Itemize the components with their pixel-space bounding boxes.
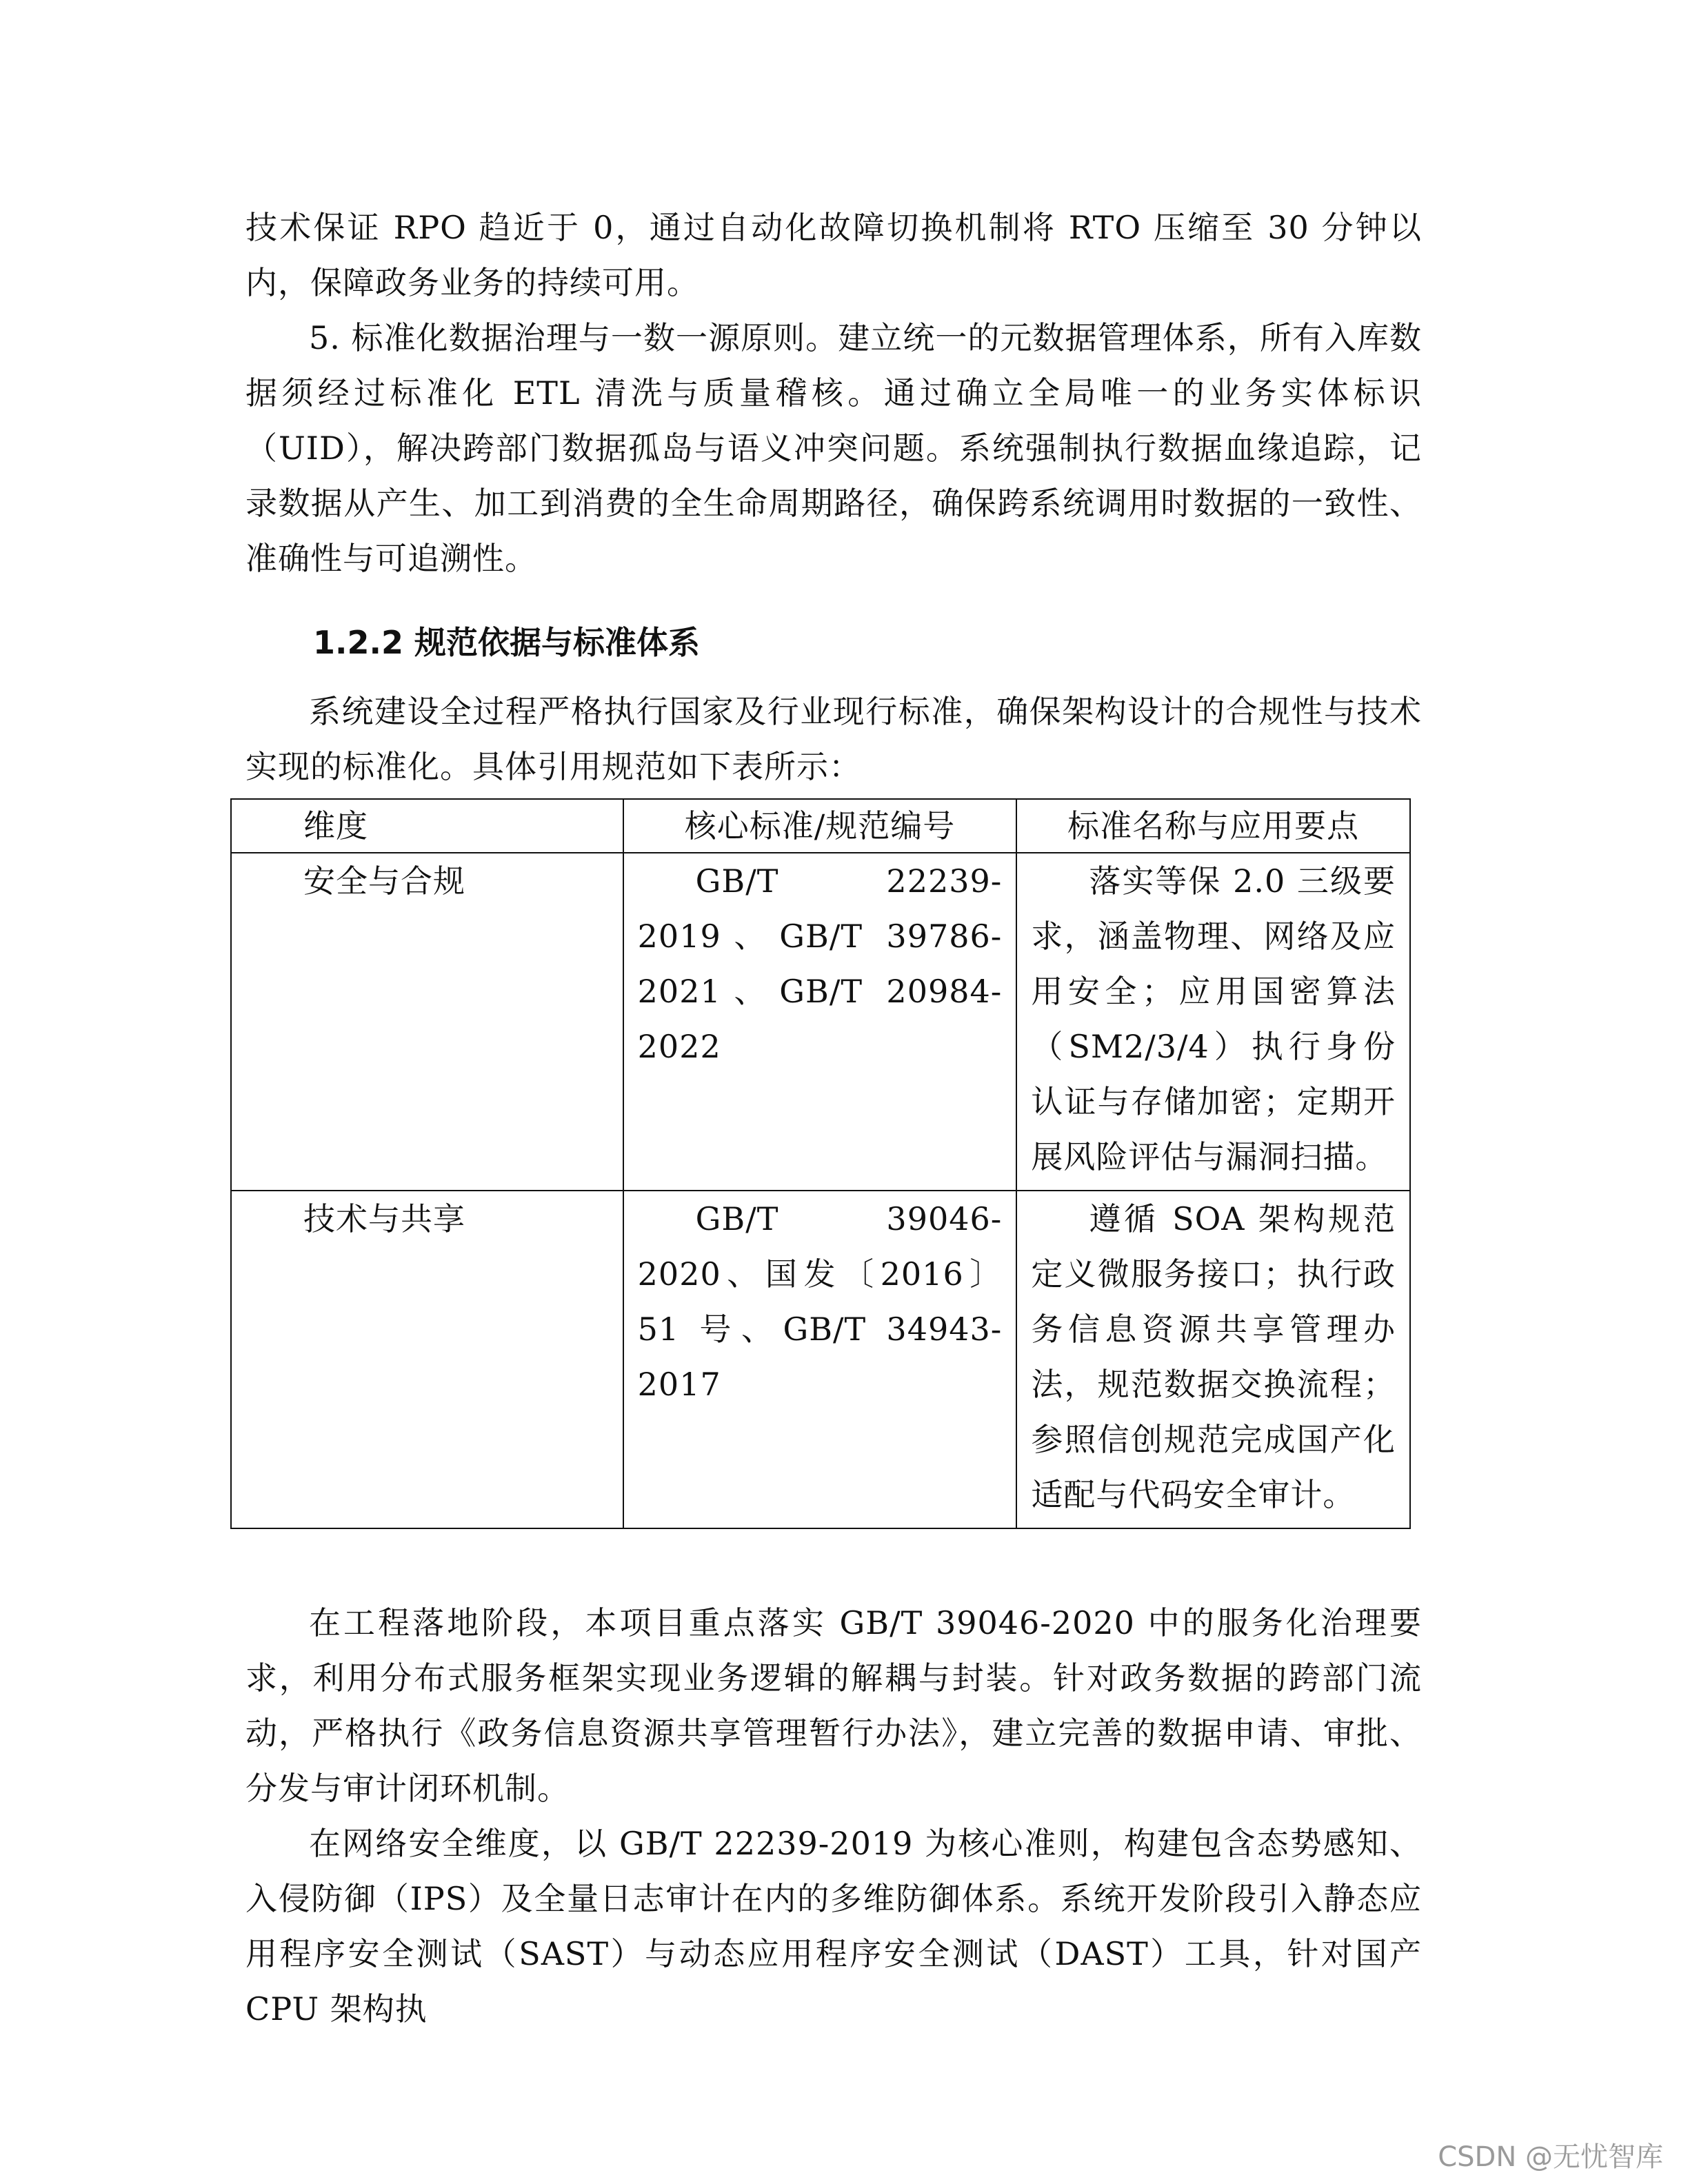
paragraph-engineering: 在工程落地阶段，本项目重点落实 GB/T 39046-2020 中的服务化治理要求，利用分布式服务框架实现业务逻辑的解耦与封装。针对政务数据的跨部门流动，严格执行《政务信息资源共享管理暂行办法》，建立完善的数据申请、审批、分发与审计闭环机制。 <box>245 1604 1422 1807</box>
section-heading: 1.2.2 规范依据与标准体系 <box>313 624 700 661</box>
table-row <box>231 1191 1410 1528</box>
standards-table <box>230 798 1411 1529</box>
cell-points: 落实等保 2.0 三级要求，涵盖物理、网络及应用安全；应用国密算法（SM2/3/4）执行身份认证与存储加密；定期开展风险评估与漏洞扫描。 <box>1016 853 1410 1191</box>
section-intro: 系统建设全过程严格执行国家及行业现行标准，确保架构设计的合规性与技术实现的标准化。具体引用规范如下表所示： <box>245 693 1422 785</box>
paragraph-data-governance: 5. 标准化数据治理与一数一源原则。建立统一的元数据管理体系，所有入库数据须经过标准化 ETL 清洗与质量稽核。通过确立全局唯一的业务实体标识（UID），解决跨部门数据孤岛与语义冲突问题。系统强制执行数据血缘追踪，记录数据从产生、加工到消费的全生命周期路径，确保跨系统调用时数据的一致性、准确性与可追溯性。 <box>245 319 1422 577</box>
watermark: CSDN @无忧智库 <box>1438 2141 1663 2173</box>
cell-dimension: 安全与合规 <box>231 853 623 1191</box>
cell-standards: GB/T 39046-2020、国发〔2016〕51 号、GB/T 34943-2017 <box>623 1191 1017 1528</box>
cell-dimension: 技术与共享 <box>231 1191 623 1528</box>
header-dimension: 维度 <box>231 799 623 853</box>
table-header-row <box>231 799 1410 853</box>
table-row <box>231 853 1410 1191</box>
header-standards: 核心标准/规范编号 <box>623 799 1017 853</box>
cell-standards: GB/T 22239-2019、GB/T 39786-2021、GB/T 20984-2022 <box>623 853 1017 1191</box>
cell-points: 遵循 SOA 架构规范定义微服务接口；执行政务信息资源共享管理办法，规范数据交换流程；参照信创规范完成国产化适配与代码安全审计。 <box>1016 1191 1410 1528</box>
document-page <box>245 200 1422 2036</box>
header-points: 标准名称与应用要点 <box>1016 799 1410 853</box>
paragraph-network-security: 在网络安全维度，以 GB/T 22239-2019 为核心准则，构建包含态势感知、入侵防御（IPS）及全量日志审计在内的多维防御体系。系统开发阶段引入静态应用程序安全测试（SAST）与动态应用程序安全测试（DAST）工具，针对国产 CPU 架构执 <box>245 1825 1422 2028</box>
paragraph-rto: 技术保证 RPO 趋近于 0，通过自动化故障切换机制将 RTO 压缩至 30 分钟以内，保障政务业务的持续可用。 <box>245 209 1423 301</box>
